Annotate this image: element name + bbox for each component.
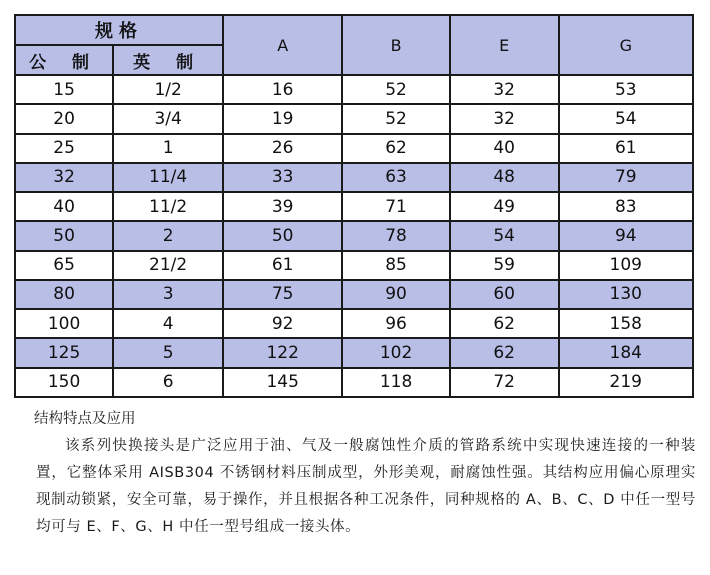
table-cell-a: 75 bbox=[223, 280, 342, 309]
spec-table-body bbox=[15, 75, 693, 397]
table-cell-g: 219 bbox=[559, 368, 693, 397]
table-cell-g: 109 bbox=[559, 251, 693, 280]
table-row bbox=[15, 221, 693, 250]
table-cell-metric: 65 bbox=[15, 251, 113, 280]
table-cell-e: 59 bbox=[450, 251, 559, 280]
column-header-e: E bbox=[450, 15, 559, 75]
table-cell-imperial: 11/4 bbox=[113, 163, 223, 192]
table-row bbox=[15, 192, 693, 221]
table-cell-metric: 100 bbox=[15, 309, 113, 338]
table-cell-b: 102 bbox=[342, 338, 450, 367]
table-cell-e: 60 bbox=[450, 280, 559, 309]
table-cell-imperial: 21/2 bbox=[113, 251, 223, 280]
table-cell-g: 54 bbox=[559, 104, 693, 133]
table-cell-imperial: 6 bbox=[113, 368, 223, 397]
column-header-b: B bbox=[342, 15, 450, 75]
table-cell-g: 53 bbox=[559, 75, 693, 104]
spec-group-header: 规格 bbox=[15, 15, 223, 45]
table-cell-g: 184 bbox=[559, 338, 693, 367]
table-row bbox=[15, 338, 693, 367]
table-row bbox=[15, 251, 693, 280]
spec-table bbox=[14, 14, 694, 398]
table-cell-g: 79 bbox=[559, 163, 693, 192]
table-cell-a: 26 bbox=[223, 134, 342, 163]
table-cell-b: 90 bbox=[342, 280, 450, 309]
table-cell-imperial: 11/2 bbox=[113, 192, 223, 221]
table-cell-a: 50 bbox=[223, 221, 342, 250]
notes-section bbox=[36, 406, 696, 541]
table-cell-b: 78 bbox=[342, 221, 450, 250]
table-cell-a: 16 bbox=[223, 75, 342, 104]
table-row bbox=[15, 368, 693, 397]
table-cell-metric: 125 bbox=[15, 338, 113, 367]
table-cell-e: 48 bbox=[450, 163, 559, 192]
table-cell-g: 130 bbox=[559, 280, 693, 309]
notes-title: 结构特点及应用 bbox=[34, 411, 136, 427]
table-cell-e: 49 bbox=[450, 192, 559, 221]
table-cell-metric: 40 bbox=[15, 192, 113, 221]
table-cell-imperial: 1 bbox=[113, 134, 223, 163]
table-cell-imperial: 3 bbox=[113, 280, 223, 309]
table-row bbox=[15, 309, 693, 338]
table-cell-metric: 80 bbox=[15, 280, 113, 309]
notes-body: 该系列快换接头是广泛应用于油、气及一般腐蚀性介质的管路系统中实现快速连接的一种装置，它整体采用 AISB304 不锈钢材料压制成型，外形美观，耐腐蚀性强。其结构应用偏心原理实现制动锁紧，安全可靠，易于操作，并且根据各种工况条件，同种规格的 A、B、C、D 中任一型号均可与 E、F、G、H 中任一型号组成一接头体。 bbox=[36, 438, 697, 535]
table-cell-b: 85 bbox=[342, 251, 450, 280]
table-cell-e: 54 bbox=[450, 221, 559, 250]
table-cell-metric: 25 bbox=[15, 134, 113, 163]
table-cell-b: 62 bbox=[342, 134, 450, 163]
table-cell-a: 39 bbox=[223, 192, 342, 221]
table-cell-e: 72 bbox=[450, 368, 559, 397]
table-row bbox=[15, 163, 693, 192]
table-cell-a: 92 bbox=[223, 309, 342, 338]
table-row bbox=[15, 280, 693, 309]
table-cell-imperial: 1/2 bbox=[113, 75, 223, 104]
table-cell-e: 62 bbox=[450, 338, 559, 367]
table-cell-e: 32 bbox=[450, 104, 559, 133]
table-cell-b: 96 bbox=[342, 309, 450, 338]
table-cell-a: 19 bbox=[223, 104, 342, 133]
table-cell-metric: 32 bbox=[15, 163, 113, 192]
table-cell-g: 83 bbox=[559, 192, 693, 221]
table-cell-e: 40 bbox=[450, 134, 559, 163]
table-cell-g: 158 bbox=[559, 309, 693, 338]
table-cell-b: 63 bbox=[342, 163, 450, 192]
table-cell-metric: 15 bbox=[15, 75, 113, 104]
imperial-header: 英 制 bbox=[113, 45, 223, 75]
table-cell-metric: 150 bbox=[15, 368, 113, 397]
table-cell-b: 52 bbox=[342, 104, 450, 133]
table-row bbox=[15, 75, 693, 104]
table-cell-b: 52 bbox=[342, 75, 450, 104]
table-cell-g: 94 bbox=[559, 221, 693, 250]
table-cell-imperial: 3/4 bbox=[113, 104, 223, 133]
table-cell-b: 118 bbox=[342, 368, 450, 397]
table-cell-e: 32 bbox=[450, 75, 559, 104]
table-cell-metric: 50 bbox=[15, 221, 113, 250]
table-cell-a: 33 bbox=[223, 163, 342, 192]
table-cell-imperial: 4 bbox=[113, 309, 223, 338]
table-cell-imperial: 5 bbox=[113, 338, 223, 367]
column-header-g: G bbox=[559, 15, 693, 75]
table-cell-g: 61 bbox=[559, 134, 693, 163]
metric-header: 公 制 bbox=[15, 45, 113, 75]
table-row bbox=[15, 104, 693, 133]
table-cell-a: 122 bbox=[223, 338, 342, 367]
table-row bbox=[15, 134, 693, 163]
table-cell-imperial: 2 bbox=[113, 221, 223, 250]
table-cell-metric: 20 bbox=[15, 104, 113, 133]
column-header-a: A bbox=[223, 15, 342, 75]
table-cell-b: 71 bbox=[342, 192, 450, 221]
table-cell-a: 61 bbox=[223, 251, 342, 280]
table-cell-e: 62 bbox=[450, 309, 559, 338]
table-cell-a: 145 bbox=[223, 368, 342, 397]
